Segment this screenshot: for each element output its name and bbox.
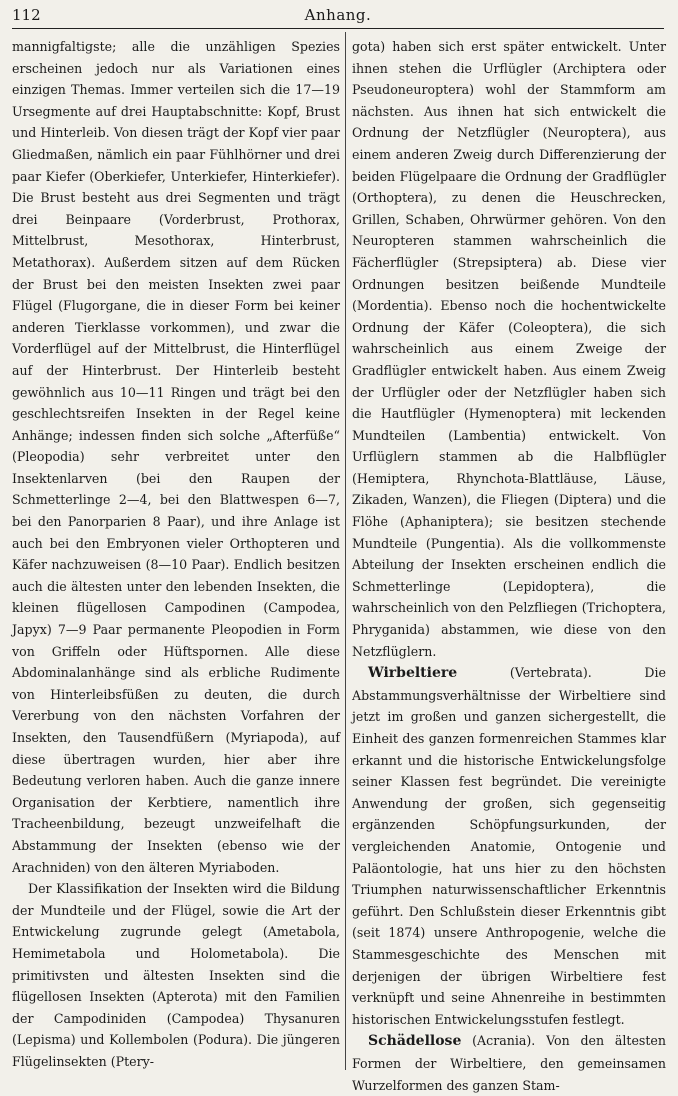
section-heading: Schädellose [368,1033,462,1050]
running-head: Anhang. [304,6,372,24]
section-schaedellose [352,1030,666,1096]
page-header [12,4,664,29]
section-wirbeltiere [352,662,666,1030]
section-text: (Vertebrata). Die Abstammungsverhältnisse der Wirbeltiere sind jetzt im großen und ganzen sichergestellt, die Einheit des ganzen formenreichen Stammes klar erkannt und die historische Entwickelungsfolge seiner Klassen fest begründet. Die vereinigte Anwendung der großen, sich gegenseitig ergänzenden Schöpfungsurkunden, der vergleichenden Anatomie, Ontogenie und Paläontologie, hat uns hier zu den höchsten Triumphen naturwissenschaftlicher Erkenntnis geführt. Den Schlußstein dieser Erkenntnis gibt (seit 1874) unsere Anthropogenie, welche die Stammesgeschichte des Menschen mit derjenigen der übrigen Wirbeltiere fest verknüpft und seine Ahnenreihe in bestimmten historischen Entwickelungsstufen festlegt. [352,665,666,1027]
section-heading: Wirbeltiere [368,665,458,682]
section-text: (Acrania). Von den ältesten Formen der Wirbeltiere, den gemeinsamen Wurzelformen des ganzen Stam- [352,1033,666,1093]
right-column [352,36,666,1093]
paragraph: Der Klassifikation der Insekten wird die Bildung der Mundteile und der Flügel, sowie die Art der Entwickelung zugrunde gelegt (Ametabola, Hemimetabola und Holometabola). Die primitivsten und ältesten Insekten sind die flügellosen Insekten (Apterota) mit den Familien der Campodiniden (Campodea) Thysanuren (Lepisma) und Kollembolen (Podura). Die jüngeren Flügelinsekten (Ptery- [12,881,340,1069]
left-column [12,36,340,1070]
column-divider [345,32,346,1070]
paragraph: gota) haben sich erst später entwickelt. Unter ihnen stehen die Urflügler (Archiptera oder Pseudoneuroptera) wohl der Stammform am nächsten. Aus ihnen hat sich entwickelt die Ordnung der Netzflügler (Neuroptera), aus einem anderen Zweig durch Differenzierung der beiden Flügelpaare die Ordnung der Gradflügler (Orthoptera), zu denen die Heuschrecken, Grillen, Schaben, Ohrwürmer gehören. Von den Neuropteren stammen wahrscheinlich die Fächerflügler (Strepsiptera) ab. Diese vier Ordnungen besitzen beißende Mundteile (Mordentia). Ebenso noch die hochentwickelte Ordnung der Käfer (Coleoptera), die sich wahrscheinlich aus einem Zweige der Gradflügler entwickelt haben. Aus einem Zweig der Urflügler oder der Netzflügler haben sich die Hautflügler (Hymenoptera) mit leckenden Mundteilen (Lambentia) entwickelt. Von Urflüglern stammen ab die Halbflügler (Hemiptera, Rhynchota-Blattläuse, Läuse, Zikaden, Wanzen), die Fliegen (Diptera) und die Flöhe (Aphaniptera); sie besitzen stechende Mundteile (Pungentia). Als die vollkommenste Abteilung der Insekten erscheinen endlich die Schmetterlinge (Lepidoptera), die wahrscheinlich von den Pelzfliegen (Trichoptera, Phryganida) abstammen, wie diese von den Netzflüglern. [352,39,666,659]
page-number: 112 [12,6,41,24]
paragraph: mannigfaltigste; alle die unzähligen Spezies erscheinen jedoch nur als Variationen eines einzigen Themas. Immer verteilen sich die 17—19 Ursegmente auf drei Hauptabschnitte: Kopf, Brust und Hinterleib. Von diesen trägt der Kopf vier paar Gliedmaßen, nämlich ein paar Fühlhörner und drei paar Kiefer (Oberkiefer, Unterkiefer, Hinterkiefer). Die Brust besteht aus drei Segmenten und trägt drei Beinpaare (Vorderbrust, Prothorax, Mittelbrust, Mesothorax, Hinterbrust, Metathorax). Außerdem sitzen auf dem Rücken der Brust bei den meisten Insekten zwei paar Flügel (Flugorgane, die in dieser Form bei keiner anderen Tierklasse vorkommen), und zwar die Vorderflügel auf der Mittelbrust, die Hinterflügel auf der Hinterbrust. Der Hinterleib besteht gewöhnlich aus 10—11 Ringen und trägt bei den geschlechtsreifen Insekten in der Regel keine Anhänge; indessen finden sich solche „Afterfüße“ (Pleopodia) sehr verbreitet unter den Insektenlarven (bei den Raupen der Schmetterlinge 2—4, bei den Blattwespen 6—7, bei den Panorparien 8 Paar), und ihre Anlage ist auch bei den Embryonen vieler Orthopteren und Käfer nachzuweisen (8—10 Paar). Endlich besitzen auch die ältesten unter den lebenden Insekten, die kleinen flügellosen Campodinen (Campodea, Japyx) 7—9 Paar permanente Pleopodien in Form von Griffeln oder Hüftspornen. Alle diese Abdominalanhänge sind als erbliche Rudimente von Hinterleibsfüßen zu deuten, die durch Vererbung von den nächsten Vorfahren der Insekten, den Tausendfüßern (Myriapoda), auf diese übertragen wurden, hier aber ihre Bedeutung verloren haben. Auch die ganze innere Organisation der Kerbtiere, namentlich ihre Tracheenbildung, bezeugt unzweifelhaft die Abstammung der Insekten (ebenso wie der Arachniden) von den älteren Myriaboden. [12,39,340,875]
